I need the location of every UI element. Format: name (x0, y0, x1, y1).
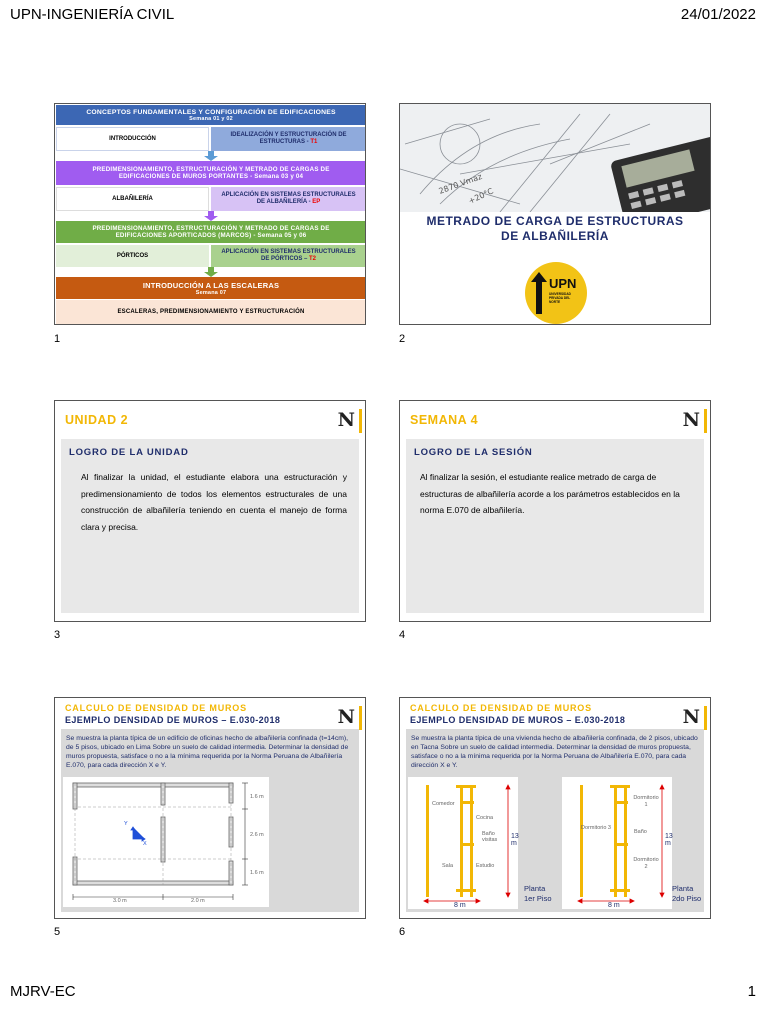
density-problem-text: Se muestra la planta típica de una vivienda hecho de albañilería confinada, de 2 pisos, ubicado en Tacna Sobre un suelo de calidad intermedia. Determinar la densidad de muros propuesta, satisface o no a la mínima requerida por la Norma Peruana de Albañilería E.070, para cada dirección X e Y. (411, 735, 698, 769)
room-label: Comedor (432, 801, 455, 807)
n-logo: N (682, 409, 700, 431)
section-2-title: PREDIMENSIONAMIENTO, ESTRUCTURACIÓN Y METRADO DE CARGAS DE EDIFICACIONES DE MUROS PORTANTES - Semana 03 y 04 (92, 166, 330, 180)
course-section-1 (56, 105, 366, 125)
topic-escaleras-text: ESCALERAS, PREDIMENSIONAMIENTO Y ESTRUCTURACIÓN (117, 309, 305, 315)
room-label: Dormitorio 2 (633, 857, 659, 870)
section-1-title: CONCEPTOS FUNDAMENTALES Y CONFIGURACIÓN DE EDIFICACIONES (86, 108, 336, 116)
slide-number-5: 5 (54, 926, 61, 938)
axis-x-label: X (143, 841, 147, 847)
dim-width-label: 8 m (454, 902, 466, 909)
dim-label: 1.6 m (250, 794, 264, 800)
session-goal-box (406, 439, 704, 613)
section-4-weeks: Semana 07 (195, 289, 227, 296)
office-floor-plan-drawing (63, 777, 269, 907)
header-date: 24/01/2022 (680, 6, 756, 23)
dim-width-label: 8 m (608, 902, 620, 909)
task-ep-tag: EP (312, 199, 321, 205)
session-goal-heading: LOGRO DE LA SESIÓN (414, 447, 533, 458)
room-label: Dormitorio 3 (581, 825, 611, 831)
blueprint-calculator-image (400, 104, 710, 212)
n-logo: N (337, 706, 355, 728)
dim-label: 3.0 m (113, 898, 127, 904)
density-content-box (61, 729, 359, 912)
unit-goal-text: Al finalizar la unidad, el estudiante elabora una estructuración y predimensionamiento de todos los elementos estructurales de una construcción de albañilería teniendo en cuenta el manejo de forma clara y precisa. (81, 472, 347, 532)
slide-5-density-example-1 (54, 697, 366, 919)
gold-accent-bar (704, 706, 707, 730)
topic-albanileria: ALBAÑILERÍA (56, 187, 209, 211)
unit-goal-box (61, 439, 359, 613)
cover-title-line-1: METRADO DE CARGA DE ESTRUCTURAS (426, 214, 684, 228)
task-t1-text: IDEALIZACIÓN Y ESTRUCTURACIÓN DE ESTRUCTURAS - (230, 132, 347, 145)
room-label: Sala (442, 863, 454, 869)
task-ep (211, 187, 366, 211)
density-title: CALCULO DE DENSIDAD DE MUROS (410, 703, 592, 713)
upn-logo (525, 262, 587, 324)
slide-number-2: 2 (399, 333, 406, 345)
density-subtitle: EJEMPLO DENSIDAD DE MUROS – E.030-2018 (410, 715, 626, 725)
dim-label: 2.6 m (250, 832, 264, 838)
slide-1-course-map (54, 103, 366, 325)
unit-goal-heading: LOGRO DE LA UNIDAD (69, 447, 189, 458)
upn-logo-subtext: UNIVERSIDAD PRIVADA DEL NORTE (549, 292, 571, 304)
slide-4-session-goal (399, 400, 711, 622)
section-4-title: INTRODUCCIÓN A LAS ESCALERAS (142, 280, 280, 290)
task-t2 (211, 245, 366, 267)
cover-title-line-2: DE ALBAÑILERÍA (501, 229, 609, 243)
down-arrow-icon (204, 211, 218, 221)
session-goal-text: Al finalizar la sesión, el estudiante realice metrado de carga de estructuras de albañilería acorde a los parámetros establecidos en la norma E.070 de albañilería. (420, 472, 680, 515)
slide-number-6: 6 (399, 926, 406, 938)
density-subtitle: EJEMPLO DENSIDAD DE MUROS – E.030-2018 (65, 715, 281, 725)
svg-text:+20°C: +20°C (467, 186, 495, 206)
slide-number-1: 1 (54, 333, 61, 345)
density-title: CALCULO DE DENSIDAD DE MUROS (65, 703, 247, 713)
room-label: Dormitorio 1 (633, 795, 659, 808)
room-label: Estudio (476, 863, 495, 869)
course-section-3 (56, 221, 366, 243)
section-1-weeks: Semana 01 y 02 (189, 115, 233, 122)
topic-escaleras (56, 300, 366, 324)
upn-logo-text: UPN (549, 276, 577, 291)
footer-page-number: 1 (747, 983, 756, 1000)
axis-y-label: Y (124, 821, 128, 827)
n-logo: N (682, 706, 700, 728)
slide-3-unit-goal (54, 400, 366, 622)
plan-2-caption: Planta 2do Piso (672, 884, 702, 903)
gold-accent-bar (359, 706, 362, 730)
slide-2-cover (399, 103, 711, 325)
header-title: UPN-INGENIERÍA CIVIL (10, 6, 175, 23)
dim-label: 2.0 m (191, 898, 205, 904)
svg-text:2870 Vmaz: 2870 Vmaz (437, 171, 484, 196)
course-section-4 (56, 277, 366, 299)
plan-1-caption: Planta 1er Piso (524, 884, 552, 903)
house-plan-2nd-floor (562, 777, 672, 909)
room-label: Cocina (476, 815, 494, 821)
office-floor-plan (63, 777, 269, 907)
section-3-title: PREDIMENSIONAMIENTO, ESTRUCTURACIÓN Y METRADO DE CARGAS DE EDIFICACIONES APORTICADOS (MARCOS) - Semana 05 y 06 (92, 225, 330, 239)
dimension-arrows (408, 777, 518, 909)
task-ep-text: APLICACIÓN EN SISTEMAS ESTRUCTURALES DE ALBAÑILERÍA - (221, 192, 356, 205)
topic-porticos: PÓRTICOS (56, 245, 209, 267)
down-arrow-icon (204, 267, 218, 277)
cover-title (400, 214, 710, 244)
gold-accent-bar (704, 409, 707, 433)
gold-accent-bar (359, 409, 362, 433)
room-label: Baño (634, 829, 647, 835)
task-t2-text: APLICACIÓN EN SISTEMAS ESTRUCTURALES DE PÓRTICOS – (221, 249, 356, 262)
task-t2-tag: T2 (309, 256, 317, 262)
slide-number-4: 4 (399, 629, 406, 641)
course-section-2 (56, 161, 366, 185)
upn-logo-mark-icon (531, 272, 547, 314)
dim-height-label: 13 m (511, 833, 519, 847)
task-t1-tag: T1 (310, 139, 318, 145)
dimension-arrows (562, 777, 672, 909)
topic-introduccion: INTRODUCCIÓN (56, 127, 209, 151)
slide-6-density-example-2 (399, 697, 711, 919)
unit-title: UNIDAD 2 (65, 413, 129, 427)
room-label: Baño visitas (482, 831, 498, 843)
week-title: SEMANA 4 (410, 413, 479, 427)
dim-height-label: 13 m (665, 833, 673, 847)
density-content-box (406, 729, 704, 912)
footer-author: MJRV-EC (10, 983, 76, 1000)
task-t1 (211, 127, 366, 151)
house-plan-1st-floor (408, 777, 518, 909)
dim-label: 1.6 m (250, 870, 264, 876)
n-logo: N (337, 409, 355, 431)
density-problem-text: Se muestra la planta típica de un edificio de oficinas hecho de albañilería confinada (t=14cm), de 5 pisos, ubicado en Lima Sobre un suelo de calidad intermedia. Determinar la densidad de muros propuesta, satisface o no a la mínima requerida por la Norma Peruana de Albañilería E.070, para cada dirección X e Y. (66, 735, 349, 769)
down-arrow-icon (204, 151, 218, 161)
slide-number-3: 3 (54, 629, 61, 641)
